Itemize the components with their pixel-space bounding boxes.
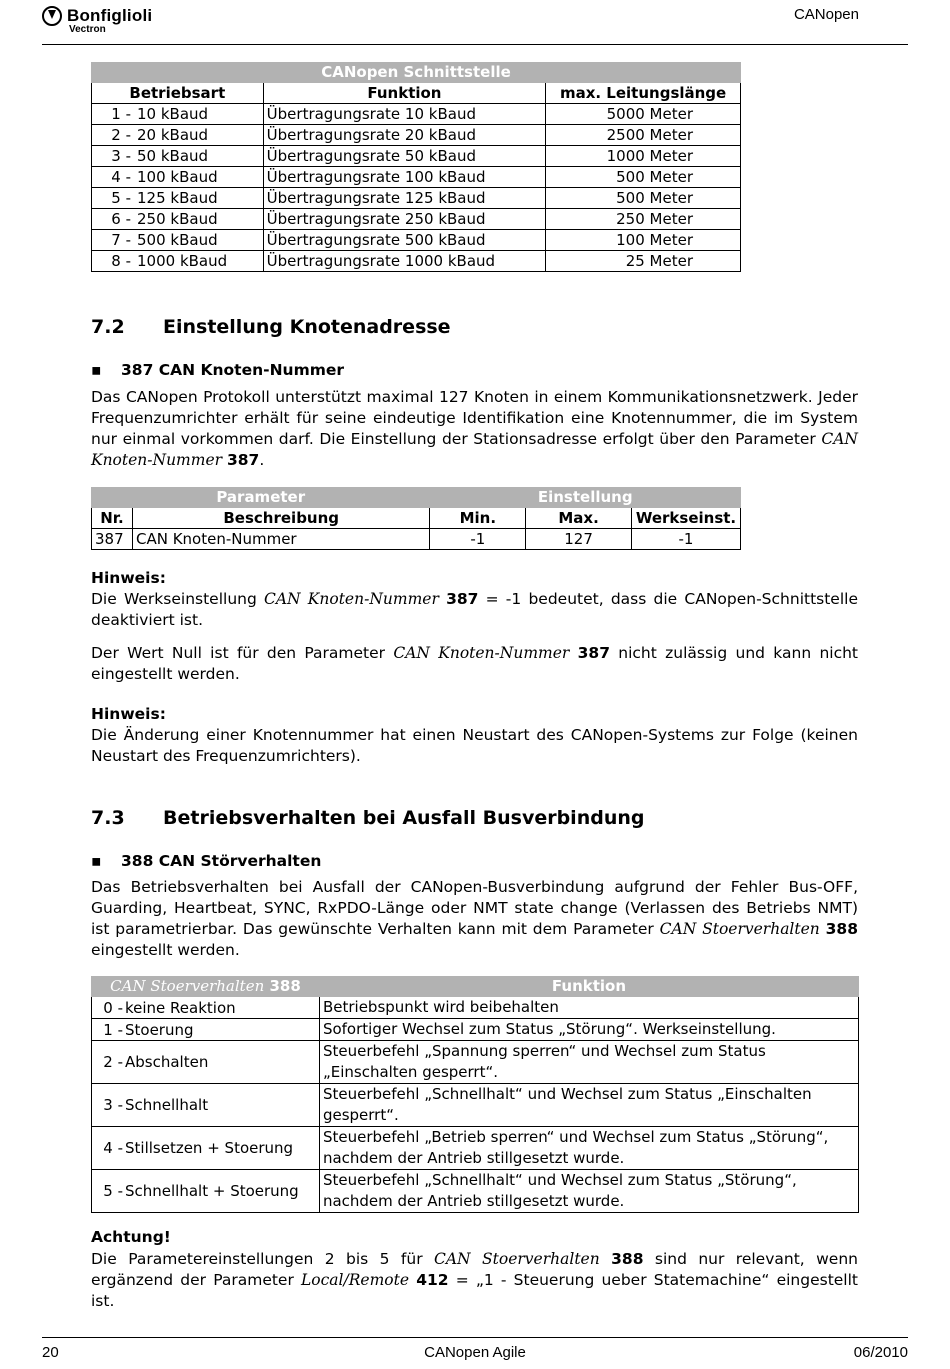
canopen-interface-table (91, 62, 741, 272)
paragraph-fault-behavior (91, 877, 858, 961)
paragraph-text: Das CANopen Protokoll unterstützt maximal 127 Knoten in einem Kommunikationsnetzwerk. Jeder Frequenzumrichter erhält für seine eindeutige Identifikation eine Knotennummer, die im System nur einmal vorkommen darf. Die Einstellung der Stationsadresse erfolgt über den Parameter (91, 388, 858, 448)
paragraph-text: Das Betriebsverhalten bei Ausfall der CANopen-Busverbindung aufgrund der Fehler Bus-OFF, Guarding, Heartbeat, SYNC, RxPDO-Länge oder NMT state change (Verlassen des Betriebs NMT) ist parametrierbar. Das gewünschte Verhalten kann mit dem Parameter (91, 878, 858, 938)
note-paragraph-zero (91, 643, 858, 685)
cell-funktion: Steuerbefehl „Spannung sperren“ und Wechsel zum Status „Einschalten gesperrt“. (319, 1041, 858, 1084)
table-row (92, 230, 741, 251)
table-row (92, 209, 741, 230)
fault-behavior-table (91, 976, 859, 1213)
cell-betriebsart (92, 146, 264, 167)
cell-nr: 387 (92, 529, 133, 550)
setting-label: Stillsetzen + Stoerung (125, 1139, 294, 1157)
param-number: 387 (446, 590, 479, 608)
mode-label: 1000 kBaud (137, 252, 228, 270)
parameter-heading-label: 388 CAN Störverhalten (121, 852, 322, 870)
cell-max: 127 (526, 529, 632, 550)
mode-label: 500 kBaud (137, 231, 218, 249)
setting-number: 3 - (103, 1096, 123, 1114)
footer-divider (42, 1337, 908, 1338)
table-row (92, 104, 741, 125)
cell-leitungslaenge: 2500 Meter (546, 125, 741, 146)
setting-number: 0 - (103, 998, 123, 1017)
table-row (92, 1127, 859, 1170)
param-ref: CAN Stoerverhalten (110, 977, 265, 995)
table-row (92, 529, 741, 550)
setting-number: 1 - (103, 1020, 123, 1039)
param-number: 388 (611, 1250, 644, 1268)
punctuation: . (259, 451, 265, 469)
cell-betriebsart (92, 230, 264, 251)
parameter-heading-label: 387 CAN Knoten-Nummer (121, 361, 345, 379)
mode-number: 3 - (111, 147, 131, 165)
mode-label: 20 kBaud (137, 126, 209, 144)
col-header-betriebsart: Betriebsart (92, 83, 264, 104)
cell-funktion: Übertragungsrate 500 kBaud (263, 230, 546, 251)
cell-funktion: Übertragungsrate 20 kBaud (263, 125, 546, 146)
table-head-parameter: Parameter (92, 488, 430, 508)
bullet-icon: ▪ (91, 852, 102, 870)
cell-setting (92, 1127, 320, 1170)
col-header-min: Min. (430, 508, 526, 529)
col-header-funktion: Funktion (263, 83, 546, 104)
table-row (92, 997, 859, 1019)
cell-leitungslaenge: 500 Meter (546, 167, 741, 188)
mode-label: 125 kBaud (137, 189, 218, 207)
table-row (92, 1019, 859, 1041)
mode-label: 50 kBaud (137, 147, 209, 165)
brand-logo (42, 6, 152, 35)
param-ref: CAN Knoten-Nummer (393, 644, 570, 662)
section-title: Betriebsverhalten bei Ausfall Busverbindung (163, 807, 645, 829)
cell-setting (92, 1041, 320, 1084)
cell-funktion: Betriebspunkt wird beibehalten (319, 997, 858, 1019)
cell-leitungslaenge: 25 Meter (546, 251, 741, 272)
mode-number: 4 - (111, 168, 131, 186)
cell-betriebsart (92, 125, 264, 146)
mode-label: 250 kBaud (137, 210, 218, 228)
setting-number: 4 - (103, 1139, 123, 1157)
table-row (92, 167, 741, 188)
page-header (0, 0, 950, 46)
setting-label: keine Reaktion (125, 998, 236, 1017)
table-row (92, 146, 741, 167)
section-heading-7-3 (91, 807, 644, 829)
param-number: 388 (825, 920, 858, 938)
mode-number: 7 - (111, 231, 131, 249)
parameter-heading-387 (91, 361, 344, 379)
setting-label: Schnellhalt + Stoerung (125, 1182, 299, 1200)
setting-label: Schnellhalt (125, 1096, 209, 1114)
note-label: Hinweis: (91, 705, 166, 723)
cell-funktion: Übertragungsrate 125 kBaud (263, 188, 546, 209)
cell-funktion: Sofortiger Wechsel zum Status „Störung“. Werkseinstellung. (319, 1019, 858, 1041)
note-text: Die Werkseinstellung (91, 590, 264, 608)
cell-funktion: Steuerbefehl „Betrieb sperren“ und Wechsel zum Status „Störung“, nachdem der Antrieb stillgesetzt wurde. (319, 1127, 858, 1170)
param-ref: CAN Knoten-Nummer (264, 590, 439, 608)
table-row (92, 125, 741, 146)
warning-paragraph (91, 1249, 858, 1312)
parameter-387-table (91, 487, 741, 550)
cell-funktion: Übertragungsrate 1000 kBaud (263, 251, 546, 272)
table-head-param (92, 977, 320, 997)
cell-betriebsart (92, 104, 264, 125)
mode-number: 6 - (111, 210, 131, 228)
parameter-heading-388 (91, 852, 321, 870)
cell-setting (92, 1084, 320, 1127)
section-number: 7.2 (91, 316, 125, 338)
warning-text: sind nur relevant, wenn ergänzend der Parameter (91, 1250, 858, 1289)
paragraph-text: eingestellt werden. (91, 941, 240, 959)
note-text: = -1 bedeutet, dass die CANopen-Schnittstelle deaktiviert ist. (91, 590, 858, 629)
note-paragraph-default (91, 589, 858, 631)
table-title: CANopen Schnittstelle (92, 63, 741, 83)
cell-setting (92, 1170, 320, 1213)
param-number: 412 (416, 1271, 449, 1289)
paragraph-node-address (91, 387, 858, 471)
table-head-funktion: Funktion (319, 977, 858, 997)
cell-leitungslaenge: 250 Meter (546, 209, 741, 230)
col-header-nr: Nr. (92, 508, 133, 529)
col-header-max: Max. (526, 508, 632, 529)
section-title: Einstellung Knotenadresse (163, 316, 451, 338)
section-number: 7.3 (91, 807, 125, 829)
cell-setting (92, 997, 320, 1019)
cell-funktion: Übertragungsrate 100 kBaud (263, 167, 546, 188)
mode-label: 10 kBaud (137, 105, 209, 123)
note-text: nicht zulässig und kann nicht eingestellt werden. (91, 644, 858, 683)
cell-leitungslaenge: 100 Meter (546, 230, 741, 251)
table-row (92, 251, 741, 272)
table-row (92, 1084, 859, 1127)
mode-number: 8 - (111, 252, 131, 270)
note-label: Hinweis: (91, 569, 166, 587)
cell-beschreibung: CAN Knoten-Nummer (132, 529, 429, 550)
bonfiglioli-logo-icon (42, 6, 62, 26)
cell-funktion: Übertragungsrate 50 kBaud (263, 146, 546, 167)
col-header-beschreibung: Beschreibung (132, 508, 429, 529)
cell-funktion: Steuerbefehl „Schnellhalt“ und Wechsel zum Status „Einschalten gesperrt“. (319, 1084, 858, 1127)
cell-leitungslaenge: 500 Meter (546, 188, 741, 209)
param-number: 388 (269, 977, 301, 995)
col-header-leitungslaenge: max. Leitungslänge (546, 83, 741, 104)
setting-label: Stoerung (125, 1020, 194, 1039)
cell-werkseinst: -1 (631, 529, 740, 550)
cell-funktion: Steuerbefehl „Schnellhalt“ und Wechsel zum Status „Störung“, nachdem der Antrieb stillgesetzt wurde. (319, 1170, 858, 1213)
warning-label: Achtung! (91, 1228, 171, 1246)
section-heading-7-2 (91, 316, 451, 338)
setting-number: 5 - (103, 1182, 123, 1200)
warning-text: = „1 - Steuerung ueber Statemachine“ eingestellt ist. (91, 1271, 858, 1310)
cell-funktion: Übertragungsrate 250 kBaud (263, 209, 546, 230)
cell-funktion: Übertragungsrate 10 kBaud (263, 104, 546, 125)
mode-number: 5 - (111, 189, 131, 207)
param-number: 387 (577, 644, 610, 662)
table-row (92, 1170, 859, 1213)
table-row (92, 188, 741, 209)
cell-betriebsart (92, 209, 264, 230)
cell-min: -1 (430, 529, 526, 550)
note-paragraph-restart: Die Änderung einer Knotennummer hat einen Neustart des CANopen-Systems zur Folge (keinen Neustart des Frequenzumrichters). (91, 726, 858, 765)
brand-name: Bonfiglioli (67, 6, 153, 25)
bullet-icon: ▪ (91, 361, 102, 379)
setting-number: 2 - (103, 1053, 123, 1071)
mode-number: 1 - (111, 105, 131, 123)
mode-label: 100 kBaud (137, 168, 218, 186)
header-title: CANopen (793, 6, 859, 23)
cell-betriebsart (92, 251, 264, 272)
table-head-einstellung: Einstellung (430, 488, 741, 508)
cell-betriebsart (92, 167, 264, 188)
setting-label: Abschalten (125, 1053, 209, 1071)
table-row (92, 1041, 859, 1084)
param-ref: CAN Stoerverhalten (659, 920, 820, 938)
cell-betriebsart (92, 188, 264, 209)
col-header-werkseinst: Werkseinst. (631, 508, 740, 529)
cell-leitungslaenge: 1000 Meter (546, 146, 741, 167)
cell-setting (92, 1019, 320, 1041)
note-text: Der Wert Null ist für den Parameter (91, 644, 394, 662)
cell-leitungslaenge: 5000 Meter (546, 104, 741, 125)
footer-title: CANopen Agile (424, 1344, 526, 1361)
header-divider (42, 44, 908, 45)
page-number: 20 (42, 1344, 59, 1361)
param-ref: CAN Stoerverhalten (434, 1250, 600, 1268)
param-ref: Local/Remote (301, 1271, 410, 1289)
warning-text: Die Parametereinstellungen 2 bis 5 für (91, 1250, 434, 1268)
brand-subname: Vectron (69, 24, 106, 35)
param-number: 387 (226, 451, 260, 469)
footer-date: 06/2010 (853, 1344, 908, 1361)
param-ref: CAN Knoten-Nummer (91, 430, 858, 469)
mode-number: 2 - (111, 126, 131, 144)
